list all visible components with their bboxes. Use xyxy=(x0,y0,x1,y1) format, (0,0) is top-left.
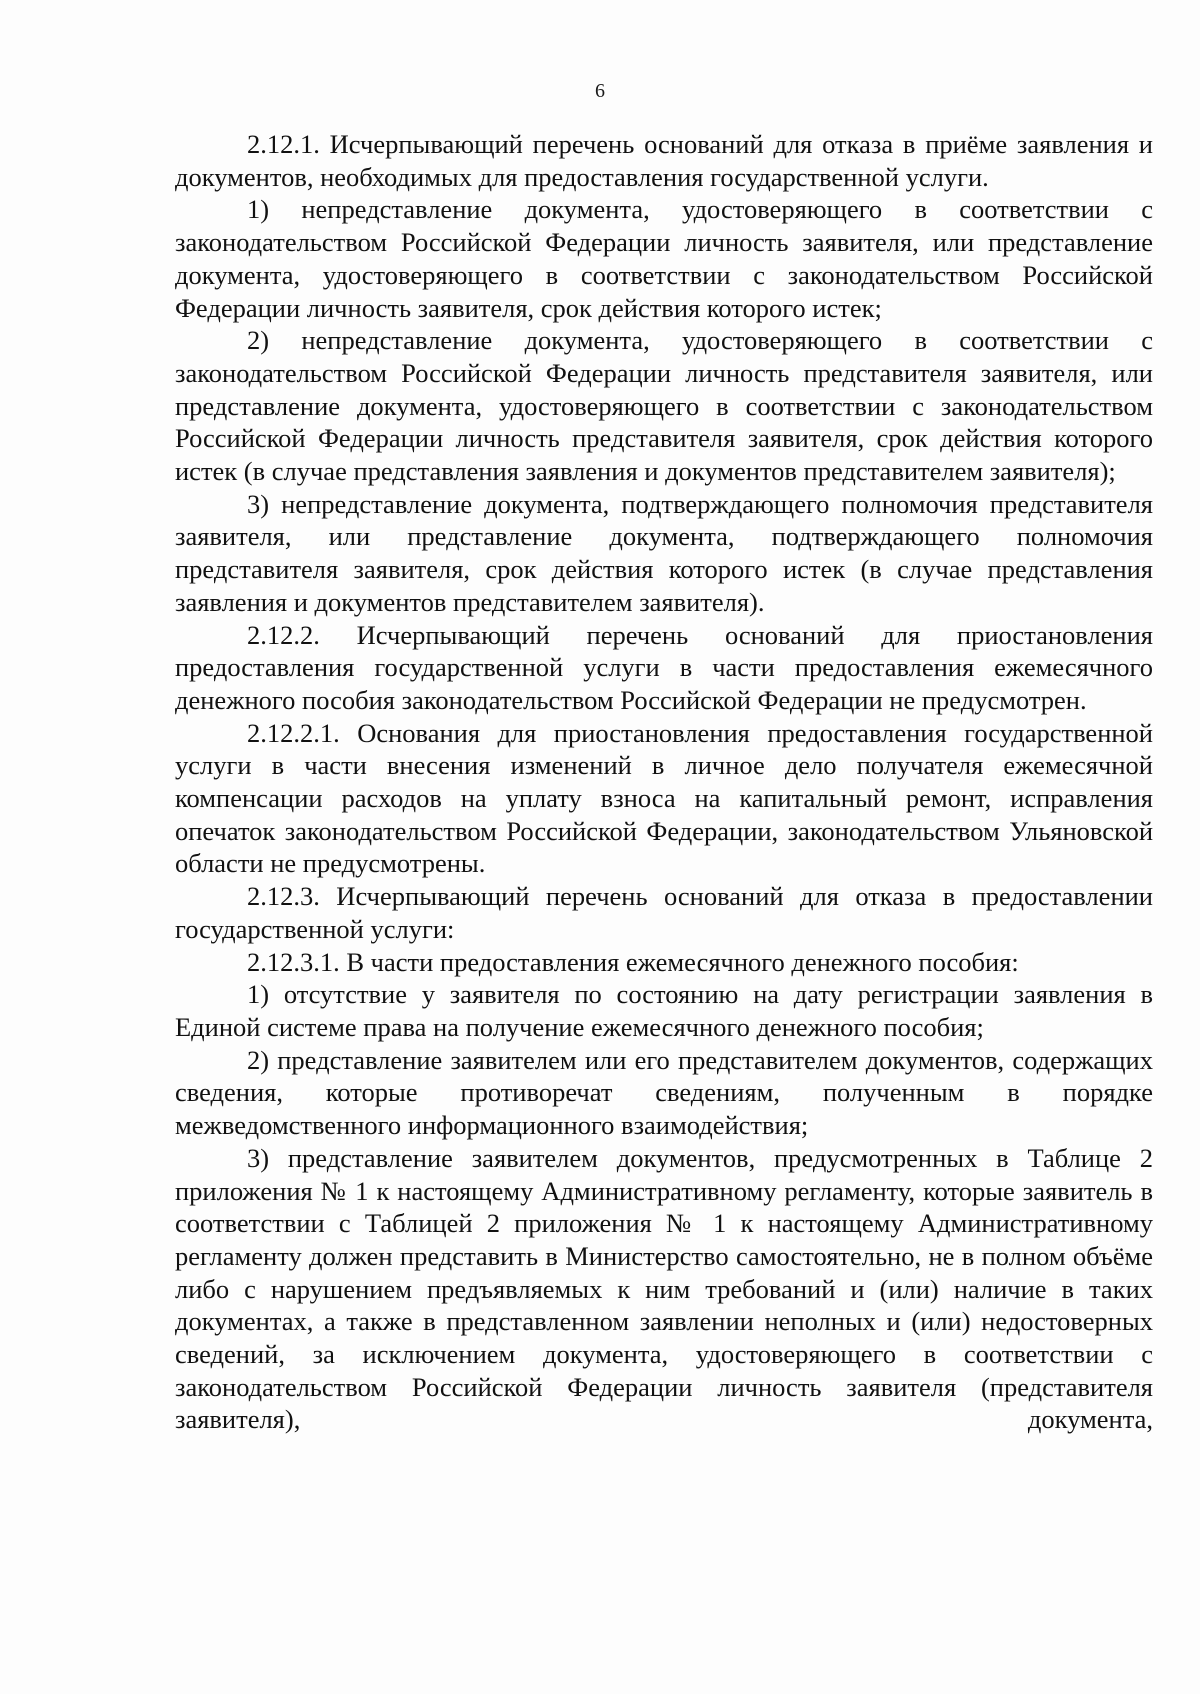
document-body xyxy=(175,128,1153,1436)
paragraph-refusal-2: 2) представление заявителем или его представителем документов, содержащих сведения, которые противоречат сведениям, полученным в порядке межведомственного информационного взаимодействия; xyxy=(175,1044,1153,1141)
paragraph-2-12-2: 2.12.2. Исчерпывающий перечень оснований для приостановления предоставления государственной услуги в части предоставления ежемесячного денежного пособия законодательством Российской Федерации не предусмотрен. xyxy=(175,619,1153,715)
paragraph-item-2: 2) непредставление документа, удостоверяющего в соответствии с законодательством Российской Федерации личность представителя заявителя, или представление документа, удостоверяющего в соответствии с законодательством Российской Федерации личность представителя заявителя, срок действия которого истек (в случае представления заявления и документов представителем заявителя); xyxy=(175,325,1153,487)
paragraph-item-1: 1) непредставление документа, удостоверяющего в соответствии с законодательством Российской Федерации личность заявителя, или представление документа, удостоверяющего в соответствии с законодательством Российской Федерации личность заявителя, срок действия которого истек; xyxy=(175,194,1153,323)
paragraph-2-12-1: 2.12.1. Исчерпывающий перечень оснований для отказа в приёме заявления и документов, необходимых для предоставления государственной услуги. xyxy=(175,129,1153,192)
paragraph-2-12-2-1: 2.12.2.1. Основания для приостановления предоставления государственной услуги в части внесения изменений в личное дело получателя ежемесячной компенсации расходов на уплату взноса на капитальный ремонт, исправления опечаток законодательством Российской Федерации, законодательством Ульяновской области не предусмотрены. xyxy=(175,717,1153,879)
paragraph-refusal-1: 1) отсутствие у заявителя по состоянию на дату регистрации заявления в Единой системе права на получение ежемесячного денежного пособия; xyxy=(175,979,1153,1042)
page-number: 6 xyxy=(595,80,605,102)
paragraph-item-3: 3) непредставление документа, подтверждающего полномочия представителя заявителя, или представление документа, подтверждающего полномочия представителя заявителя, срок действия которого истек (в случае представления заявления и документов представителем заявителя). xyxy=(175,488,1153,617)
paragraph-refusal-3: 3) представление заявителем документов, предусмотренных в Таблице 2 приложения № 1 к настоящему Административному регламенту, которые заявитель в соответствии с Таблицей 2 приложения № 1 к настоящему Административному регламенту должен представить в Министерство самостоятельно, не в полном объёме либо с нарушением предъявляемых к ним требований и (или) наличие в таких документах, а также в представленном заявлении неполных и (или) недостоверных сведений, за исключением документа, удостоверяющего в соответствии с законодательством Российской Федерации личность заявителя (представителя заявителя), документа, xyxy=(175,1142,1153,1435)
paragraph-2-12-3: 2.12.3. Исчерпывающий перечень оснований для отказа в предоставлении государственной услуги: xyxy=(175,881,1153,944)
paragraph-2-12-3-1: 2.12.3.1. В части предоставления ежемесячного денежного пособия: xyxy=(247,946,1019,977)
